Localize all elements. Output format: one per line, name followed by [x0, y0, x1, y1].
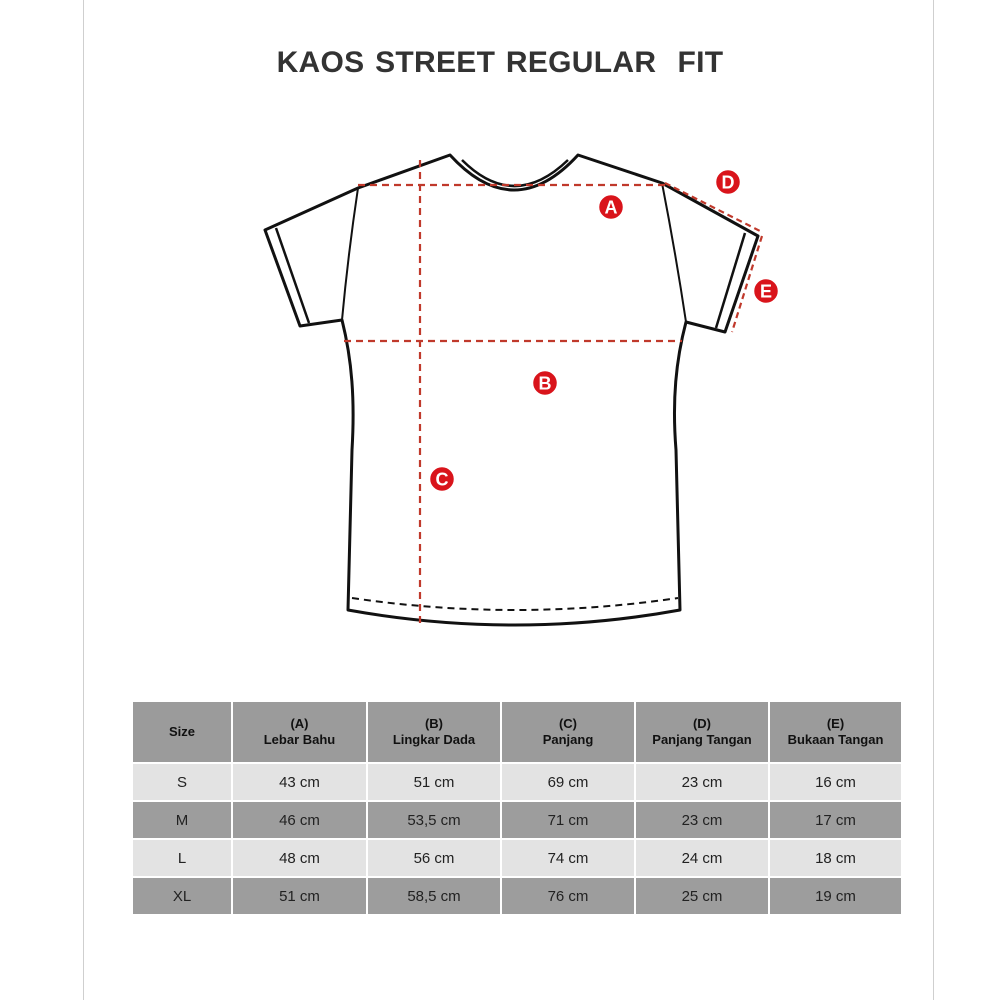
- table-cell: 46 cm: [233, 802, 366, 838]
- header-bukaan-tangan: (E) Bukaan Tangan: [770, 702, 901, 762]
- table-row: [133, 802, 901, 838]
- table-cell: 17 cm: [770, 802, 901, 838]
- marker-c: [429, 466, 455, 492]
- header-panjang: (C) Panjang: [502, 702, 634, 762]
- table-cell: XL: [133, 878, 231, 914]
- marker-b: [532, 370, 558, 396]
- header-lebar-bahu: (A) Lebar Bahu: [233, 702, 366, 762]
- page-title: KAOS STREET REGULAR FIT: [276, 46, 724, 79]
- header-size: Size: [133, 702, 231, 762]
- size-chart-table: [131, 700, 903, 916]
- svg-text:A: A: [604, 197, 618, 218]
- table-cell: 18 cm: [770, 840, 901, 876]
- table-row: [133, 878, 901, 914]
- tshirt-outline: [265, 155, 758, 625]
- table-cell: 69 cm: [502, 764, 634, 800]
- table-header-row: [133, 702, 901, 762]
- table-cell: 23 cm: [636, 802, 768, 838]
- table-cell: 48 cm: [233, 840, 366, 876]
- table-cell: 23 cm: [636, 764, 768, 800]
- svg-text:C: C: [435, 469, 449, 490]
- table-cell: 71 cm: [502, 802, 634, 838]
- header-panjang-tangan: (D) Panjang Tangan: [636, 702, 768, 762]
- marker-a: [598, 194, 624, 220]
- table-cell: L: [133, 840, 231, 876]
- table-cell: M: [133, 802, 231, 838]
- table-row: [133, 840, 901, 876]
- svg-text:B: B: [538, 373, 552, 394]
- table-cell: 19 cm: [770, 878, 901, 914]
- marker-d: [715, 169, 741, 195]
- table-cell: 76 cm: [502, 878, 634, 914]
- table-cell: 51 cm: [233, 878, 366, 914]
- table-row: [133, 764, 901, 800]
- header-lingkar-dada: (B) Lingkar Dada: [368, 702, 500, 762]
- svg-text:E: E: [759, 281, 773, 302]
- table-cell: 53,5 cm: [368, 802, 500, 838]
- table-cell: 43 cm: [233, 764, 366, 800]
- table-cell: 24 cm: [636, 840, 768, 876]
- table-cell: 58,5 cm: [368, 878, 500, 914]
- marker-e: [753, 278, 779, 304]
- table-cell: 25 cm: [636, 878, 768, 914]
- svg-text:D: D: [721, 172, 735, 193]
- table-cell: 74 cm: [502, 840, 634, 876]
- table-cell: S: [133, 764, 231, 800]
- table-cell: 16 cm: [770, 764, 901, 800]
- table-cell: 51 cm: [368, 764, 500, 800]
- table-cell: 56 cm: [368, 840, 500, 876]
